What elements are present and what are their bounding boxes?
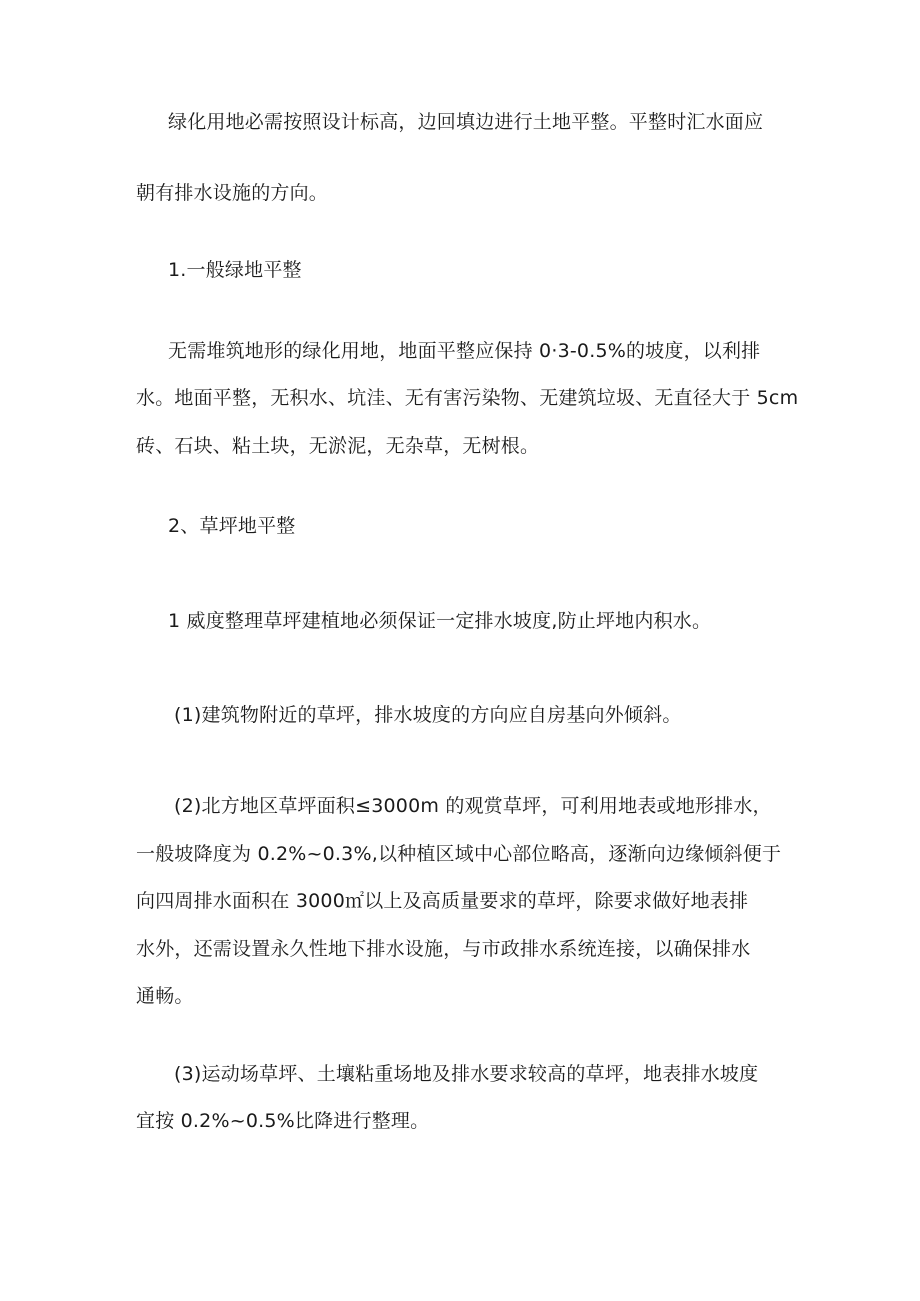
paragraph-intro-line-2: 朝有排水设施的方向。 (136, 182, 329, 204)
section-heading-2: 2、草坪地平整 (168, 515, 296, 537)
paragraph-2-line-1: 1 威度整理草坪建植地必须保证一定排水坡度,防止坪地内积水。 (168, 610, 712, 632)
paragraph-1-line-1: 无需堆筑地形的绿化用地，地面平整应保持 0·3-0.5%的坡度，以利排 (168, 340, 761, 362)
item-2-line-4: 水外，还需设置永久性地下排水设施，与市政排水系统连接，以确保排水 (136, 938, 751, 960)
paragraph-intro-line-1: 绿化用地必需按照设计标高，边回填边进行土地平整。平整时汇水面应 (168, 111, 764, 133)
paragraph-1-line-2: 水。地面平整，无积水、坑洼、无有害污染物、无建筑垃圾、无直径大于 5cm (136, 387, 799, 409)
item-2-line-2: 一般坡降度为 0.2%~0.3%,以种植区域中心部位略高，逐渐向边缘倾斜便于 (136, 843, 782, 865)
item-2-line-1: (2)北方地区草坪面积≤3000m 的观赏草坪，可利用地表或地形排水， (174, 795, 772, 817)
item-3-line-2: 宜按 0.2%~0.5%比降进行整理。 (136, 1110, 430, 1132)
section-heading-1: 1.一般绿地平整 (168, 259, 302, 281)
item-2-line-5: 通畅。 (136, 985, 194, 1007)
item-2-line-3: 向四周排水面积在 3000㎡以上及高质量要求的草坪，除要求做好地表排 (136, 890, 749, 912)
paragraph-1-line-3: 砖、石块、粘土块，无淤泥，无杂草，无树根。 (136, 435, 540, 457)
item-1-line-1: (1)建筑物附近的草坪，排水坡度的方向应自房基向外倾斜。 (174, 704, 682, 726)
item-3-line-1: (3)运动场草坪、土壤粘重场地及排水要求较高的草坪，地表排水坡度 (174, 1063, 759, 1085)
